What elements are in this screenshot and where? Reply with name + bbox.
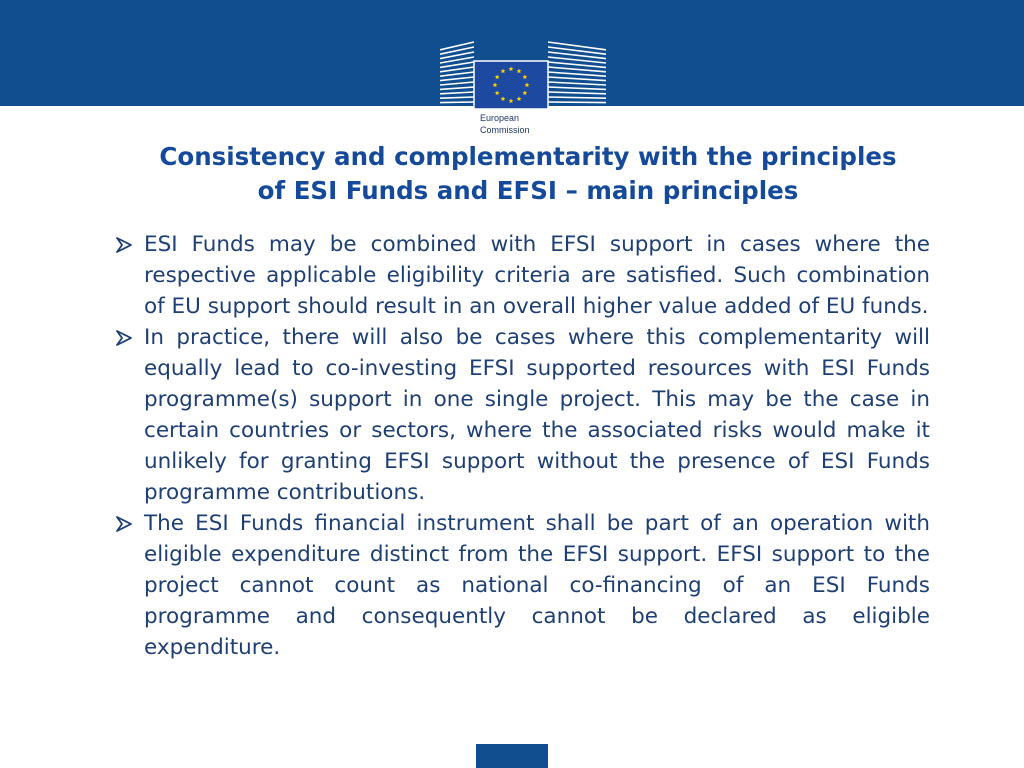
bullet-list [108, 229, 930, 663]
arrowhead-bullet-icon [114, 329, 134, 347]
footer-tab [476, 744, 548, 768]
slide-title-line2: of ESI Funds and EFSI – main principles [257, 176, 799, 205]
bullet-text: In practice, there will also be cases where this complementarity will equally lead to co-investing EFSI supported resources with ESI Funds programme(s) support in one single project. This may be the case in certain countries or sectors, where the associated risks would make it unlikely for granting EFSI support without the presence of ESI Funds programme contributions. [144, 325, 930, 505]
slide-title [90, 140, 966, 208]
arrowhead-bullet-icon [114, 236, 134, 254]
logo-text-line1: European [480, 113, 520, 123]
slide-title-line1: Consistency and complementarity with the principles [159, 142, 897, 171]
arrowhead-bullet-icon [114, 515, 134, 533]
bullet-text: ESI Funds may be combined with EFSI support in cases where the respective applicable eligibility criteria are satisfied. Such combination of EU support should result in an overall higher value added of EU funds. [144, 232, 930, 319]
logo-text-line2: Commission [480, 125, 530, 135]
bullet-item [108, 229, 930, 322]
bullet-item [108, 508, 930, 663]
bullet-item [108, 322, 930, 508]
bullet-text: The ESI Funds financial instrument shall be part of an operation with eligible expenditure distinct from the EFSI support. EFSI support to the project cannot count as national co-financing of an ESI Funds programme and consequently cannot be declared as eligible expenditure. [144, 511, 930, 660]
european-commission-logo [440, 28, 606, 143]
